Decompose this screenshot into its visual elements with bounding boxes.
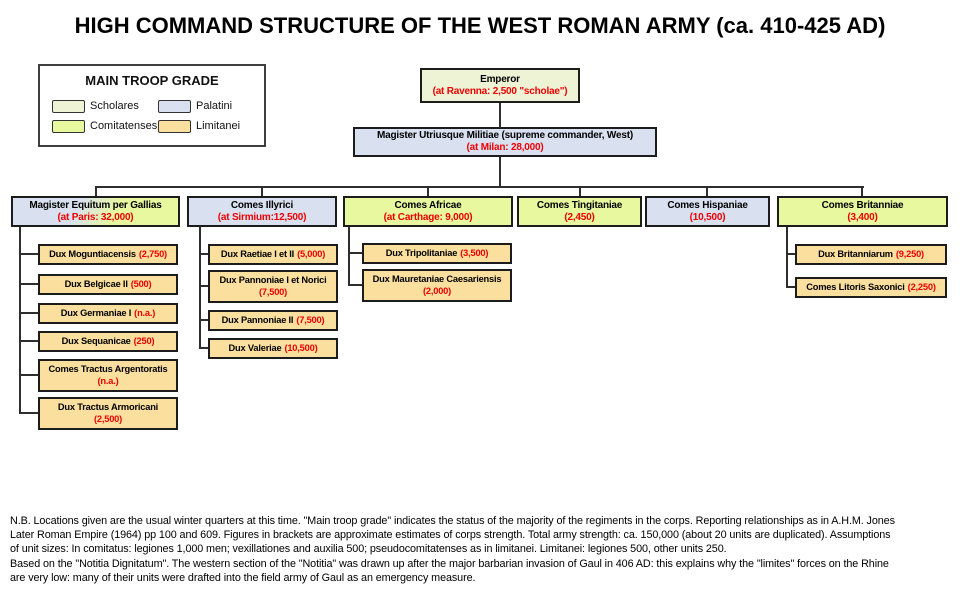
legend <box>38 64 266 147</box>
node-figure: (5,000) <box>297 248 326 259</box>
node-figure: (10,500) <box>689 211 726 223</box>
node-figure: (9,250) <box>895 248 924 259</box>
page-title: HIGH COMMAND STRUCTURE OF THE WEST ROMAN ARMY (ca. 410-425 AD) <box>74 13 886 38</box>
node-title: Comes Hispaniae <box>667 199 748 211</box>
connector-line <box>199 347 208 349</box>
connector-line <box>261 186 263 196</box>
footnote-line: of unit sizes: In comitatus: legiones 1,000 men; vexillationes and auxilia 500; pseudocomitatenses as in limitanei. Limitanei: legiones 500, other units 250. <box>10 543 727 556</box>
node-figure: (n.a.) <box>134 307 156 318</box>
node-dux-pannoniae-ii <box>208 310 338 331</box>
footnote-line: N.B. Locations given are the usual winter quarters at this time. "Main troop grade" indicates the status of the majority of the regiments in the corps. Reporting relationships as in A.H.M. Jones <box>10 515 895 527</box>
legend-item-palatini <box>158 96 258 116</box>
legend-item-label: Palatini <box>196 100 233 112</box>
node-title: Comes Tingitaniae <box>536 199 623 211</box>
node-comes-litoris-saxonici <box>795 277 947 298</box>
node-comes-britanniae <box>777 196 948 227</box>
node-figure: (2,500) <box>93 413 123 424</box>
connector-line <box>199 227 201 348</box>
node-title: Magister Utriusque Militiae (supreme commander, West) <box>377 130 633 141</box>
legend-item-comitatenses <box>52 116 158 136</box>
palatini-swatch <box>158 100 191 113</box>
connector-line <box>348 252 362 254</box>
node-figure: (2,000) <box>422 285 452 296</box>
legend-title: MAIN TROOP GRADE <box>85 73 219 88</box>
node-title: Dux Raetiae I et II <box>220 248 295 259</box>
legend-item-label: Scholares <box>90 100 139 112</box>
footnote-line: Based on the "Notitia Dignitatum". The western section of the "Notitia" was drawn up after the major barbarian invasion of Gaul in 406 AD: this explains why the "limites" forces on the Rhine <box>10 557 889 570</box>
node-title: Dux Moguntiacensis <box>49 248 136 259</box>
node-title: Dux Valeriae <box>228 342 282 353</box>
node-title: Dux Belgicae II <box>64 278 128 289</box>
connector-line <box>786 253 795 255</box>
node-dux-pannoniae-i-et-norici <box>208 270 338 303</box>
connector-line <box>19 412 38 414</box>
legend-item-label: Comitatenses <box>90 120 158 132</box>
connector-line <box>786 227 788 287</box>
connector-line <box>579 186 581 196</box>
node-comes-hispaniae <box>645 196 770 227</box>
node-magister-utriusque-militiae <box>353 127 657 157</box>
node-figure: (at Sirmium:12,500) <box>217 211 307 223</box>
node-title: Comes Africae <box>394 199 462 211</box>
node-figure: (2,750) <box>138 248 167 259</box>
node-dux-germaniae-i <box>38 303 178 324</box>
node-figure: (3,500) <box>460 247 489 258</box>
node-title: Dux Pannoniae II <box>221 314 294 325</box>
node-figure: (500) <box>130 278 152 289</box>
connector-line <box>861 186 863 196</box>
node-title: Dux Germaniae I <box>60 307 132 318</box>
legend-item-label: Limitanei <box>196 120 241 132</box>
node-dux-mauretaniae-caesariensis <box>362 269 512 302</box>
node-comes-tractus-argentoratis <box>38 359 178 392</box>
node-title: Magister Equitum per Gallias <box>29 199 162 211</box>
node-figure: (3,400) <box>847 211 878 223</box>
legend-item-limitanei <box>158 116 258 136</box>
node-title: Comes Illyrici <box>230 199 294 211</box>
node-comes-tingitaniae <box>517 196 642 227</box>
connector-line <box>19 312 38 314</box>
node-title: Comes Litoris Saxonici <box>806 281 905 292</box>
legend-grid <box>52 96 264 136</box>
connector-line <box>199 253 208 255</box>
connector-line <box>19 253 38 255</box>
node-figure: (2,450) <box>564 211 595 223</box>
footnotes <box>10 514 958 585</box>
node-figure: (7,500) <box>258 286 288 297</box>
connector-line <box>199 319 208 321</box>
connector-line <box>95 186 864 188</box>
node-title: Dux Sequanicae <box>61 335 131 346</box>
node-title: Comes Britanniae <box>821 199 904 211</box>
connector-line <box>499 103 501 128</box>
node-title: Dux Tripolitaniae <box>385 247 458 258</box>
connector-line <box>786 286 795 288</box>
node-dux-raetiae-i-et-ii <box>208 244 338 265</box>
node-title: Emperor <box>480 73 520 85</box>
node-figure: (at Milan: 28,000) <box>466 142 544 153</box>
connector-line <box>19 283 38 285</box>
connector-line <box>348 227 350 285</box>
node-dux-tripolitaniae <box>362 243 512 264</box>
node-comes-illyrici <box>187 196 337 227</box>
connector-line <box>19 340 38 342</box>
node-figure: (n.a.) <box>97 375 119 386</box>
node-figure: (10,500) <box>284 342 318 353</box>
node-figure: (7,500) <box>296 314 325 325</box>
node-dux-belgicae-ii <box>38 274 178 295</box>
node-title: Comes Tractus Argentoratis <box>48 364 168 374</box>
footnote-line: are very low: many of their units were drafted into the field army of Gaul as an emergency measure. <box>10 571 476 584</box>
connector-line <box>427 186 429 196</box>
comitatenses-swatch <box>52 120 85 133</box>
connector-line <box>19 374 38 376</box>
node-comes-africae <box>343 196 513 227</box>
connector-line <box>95 186 97 196</box>
connector-line <box>348 284 362 286</box>
footnote-line: Later Roman Empire (1964) pp 100 and 609. Figures in brackets are approximate estimates of corps strength. Total army strength: ca. 150,000 (about 20 units are duplicated). Assumptions <box>10 529 891 542</box>
limitanei-swatch <box>158 120 191 133</box>
scholares-swatch <box>52 100 85 113</box>
node-dux-sequanicae <box>38 331 178 352</box>
node-dux-tractus-armoricani <box>38 397 178 430</box>
node-emperor <box>420 68 580 103</box>
node-title: Dux Mauretaniae Caesariensis <box>372 274 502 284</box>
node-title: Dux Tractus Armoricani <box>57 402 159 412</box>
legend-item-scholares <box>52 96 158 116</box>
node-dux-moguntiacensis <box>38 244 178 265</box>
node-dux-britanniarum <box>795 244 947 265</box>
node-figure: (at Carthage: 9,000) <box>383 211 473 223</box>
connector-line <box>706 186 708 196</box>
node-figure: (250) <box>133 335 155 346</box>
connector-line <box>199 285 208 287</box>
node-title: Dux Britanniarum <box>818 248 893 259</box>
node-figure: (at Paris: 32,000) <box>57 211 134 223</box>
connector-line <box>499 157 501 186</box>
node-magister-equitum-per-gallias <box>11 196 180 227</box>
node-figure: (2,250) <box>907 281 936 292</box>
node-figure: (at Ravenna: 2,500 "scholae") <box>432 85 568 97</box>
node-dux-valeriae <box>208 338 338 359</box>
node-title: Dux Pannoniae I et Norici <box>219 275 327 285</box>
